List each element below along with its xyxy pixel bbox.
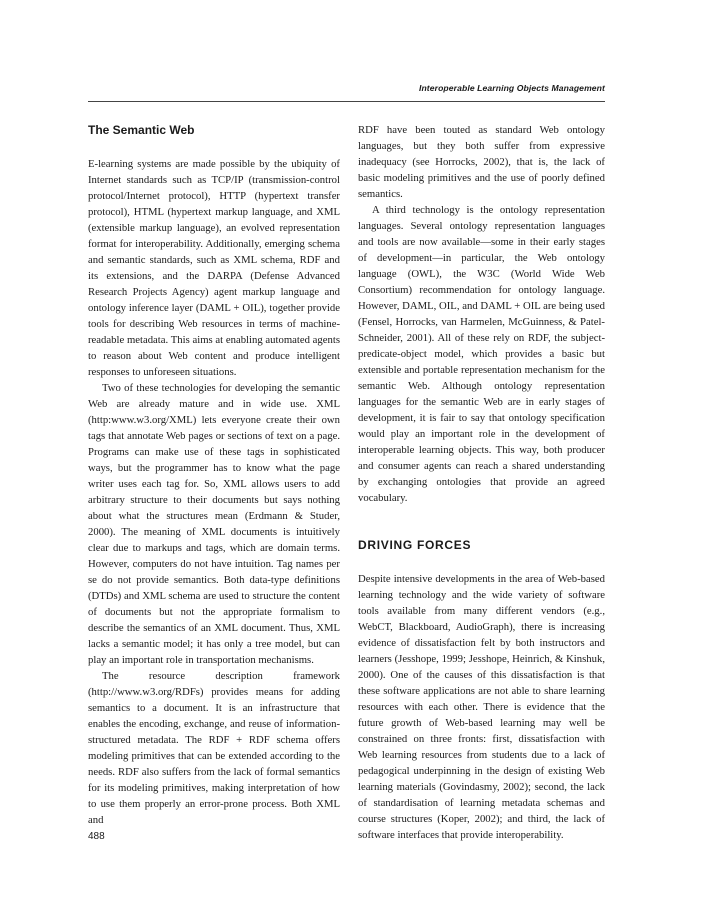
paragraph: A third technology is the ontology representation languages. Several ontology representation languages and tools are now available—some in their early stages of development—in particular, the Web ontology language (OWL), the W3C (World Wide Web Consortium) recommendation for ontology language. However, DAML, OIL, and DAML + OIL are being used (Fensel, Horrocks, van Harmelen, McGuinness, & Patel-Schneider, 2001). All of these rely on RDF, the subject-predicate-object model, which provides a basic but extensible and portable representation mechanism for the semantic Web. Although ontology representation languages for the semantic Web are in early stages of development, it is fair to say that ontology specification would play an important role in the development of interoperable learning objects. This way, both producer and consumer agents can reach a shared understanding by exchanging ontologies that provide an agreed vocabulary.: [358, 204, 605, 504]
page-number: 488: [88, 831, 105, 842]
paragraph: E-learning systems are made possible by the ubiquity of Internet standards such as TCP/IP (transmission-control protocol/Internet protocol), HTTP (hypertext transfer protocol), HTML (hypertext markup language, and XML (extensible markup language), an evolved representation format for interoperability. Additionally, emerging schema and semantic standards, such as XML schema, RDF and its extensions, and the DARPA (Defense Advanced Research Projects Agency) agent markup language and ontology inference layer (DAML + OIL), together provide tools for describing Web resources in terms of machine-readable metadata. This aims at enabling automated agents to reason about Web content and produce intelligent responses to unforeseen situations.: [88, 158, 340, 378]
section-title-driving-forces: DRIVING FORCES: [358, 538, 472, 552]
paragraph: RDF have been touted as standard Web ontology languages, but they both suffer from expressive inadequacy (see Horrocks, 2002), that is, the lack of basic modeling primitives and the use of poorly defined semantics.: [358, 124, 605, 200]
running-header: Interoperable Learning Objects Management: [418, 83, 605, 93]
paragraph: The resource description framework (http://www.w3.org/RDFs) provides means for adding semantics to a document. It is an infrastructure that enables the encoding, exchange, and reuse of information-structured metadata. The RDF + RDF schema offers modeling primitives that can be extended according to the needs. RDF also suffers from the lack of formal semantics for its modeling primitives, making interpretation of how to use them properly an error-prone process. Both XML and: [88, 670, 340, 826]
header-rule: [88, 101, 605, 102]
paragraph: Two of these technologies for developing the semantic Web are already mature and in wide use. XML (http:www.w3.org/XML) lets everyone create their own tags that annotate Web pages or sections of text on a page. Programs can make use of these tags in sophisticated ways, but the programmer has to know what the page writer uses each tag for. So, XML allows users to add arbitrary structure to their documents but says nothing about what the structures mean (Erdmann & Studer, 2000). The meaning of XML documents is intuitively clear due to markups and tags, which are domain terms. However, computers do not have intuition. Tag names per se do not provide semantics. Both data-type definitions (DTDs) and XML schema are used to structure the content of documents but not the appropriate formalism to describe the semantics of an XML document. Thus, XML lacks a semantic model; it has only a tree model, but can play an important role in transportation mechanisms.: [88, 382, 340, 666]
paragraph: Despite intensive developments in the area of Web-based learning technology and the wide variety of software tools available from many different vendors (e.g., WebCT, Blackboard, AudioGraph), there is increasing evidence of dissatisfaction felt by both instructors and learners (Jesshope, 1999; Jesshope, Heinrich, & Kinshuk, 2000). One of the causes of this dissatisfaction is that these software applications are not able to share learning resources with each other. There is evidence that the future growth of Web-based learning may well be constrained on three fronts: first, dissatisfaction with Web learning resources from students due to a lack of pedagogical underpinning in the design of existing Web learning materials (Govindasmy, 2002); second, the lack of standardisation of learning metadata schemas and course structures (Koper, 2002); and third, the lack of software interfaces that provide interoperability.: [358, 573, 605, 841]
right-column: [358, 122, 605, 843]
left-column: [88, 123, 340, 828]
section-spacer: [358, 506, 605, 538]
section-title-semantic-web: The Semantic Web: [88, 123, 195, 137]
